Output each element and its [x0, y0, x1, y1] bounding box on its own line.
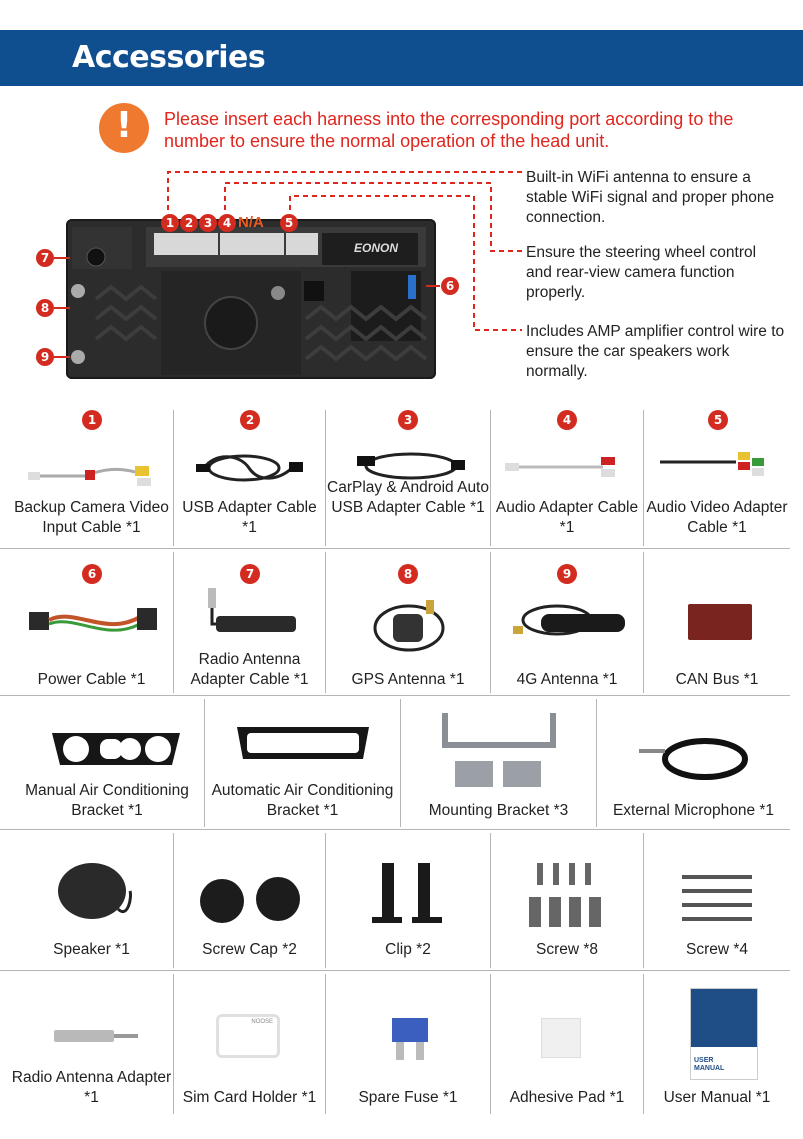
backup-camera-cable-image [25, 458, 165, 488]
item-label: User Manual *1 [663, 1089, 771, 1106]
item-label: USB Adapter Cable *1 [182, 499, 317, 536]
item-number-badge: 7 [240, 564, 260, 584]
sim-card-holder-image [216, 1014, 280, 1058]
row-divider [0, 829, 790, 830]
port-badge-2: 2 [180, 214, 198, 232]
item-label: Radio Antenna Adapter Cable *1 [190, 651, 309, 688]
item-label: CarPlay & Android Auto USB Adapter Cable *1 [327, 479, 489, 516]
item-number-badge: 2 [240, 410, 260, 430]
accessory-spare-fuse [326, 974, 490, 1114]
accessory-screw-4 [644, 833, 790, 968]
item-label: Screw *4 [685, 941, 749, 958]
item-number-badge: 8 [398, 564, 418, 584]
item-number-badge: 9 [557, 564, 577, 584]
item-label: Backup Camera Video Input Cable *1 [14, 499, 169, 536]
item-label: Speaker *1 [53, 941, 130, 958]
row-divider [0, 695, 790, 696]
accessory-carplay-usb-cable [326, 410, 490, 546]
accessory-adhesive-pad [491, 974, 643, 1114]
item-label: Manual Air Conditioning Bracket *1 [25, 782, 189, 819]
speaker-image [56, 861, 136, 925]
item-label: Screw Cap *2 [202, 941, 297, 958]
spare-fuse-image [388, 1014, 432, 1064]
port-badge-4: 4 [218, 214, 236, 232]
port-badge-5: 5 [280, 214, 298, 232]
item-label: Spare Fuse *1 [358, 1089, 458, 1106]
port-badge-1: 1 [161, 214, 179, 232]
gps-antenna-image [371, 596, 447, 652]
item-number-badge: 4 [557, 410, 577, 430]
manual-title: USER MANUAL [694, 1057, 725, 1072]
power-cable-image [25, 602, 165, 642]
accessory-av-cable [644, 410, 790, 546]
note-wifi: Built-in WiFi antenna to ensure a stable WiFi signal and proper phone connection. [526, 169, 775, 226]
av-cable-image [656, 448, 780, 482]
screw-cap-image [196, 875, 304, 925]
audio-cable-image [503, 455, 631, 479]
accessory-gps-antenna [326, 552, 490, 693]
item-number-badge: 5 [708, 410, 728, 430]
warning-icon: ! [99, 103, 149, 153]
carplay-cable-image [351, 448, 471, 482]
item-label: Adhesive Pad *1 [509, 1089, 625, 1106]
microphone-image [635, 735, 755, 785]
brand-logo: EONON [354, 241, 399, 255]
accessory-backup-camera-cable [10, 410, 173, 546]
radio-antenna-adapter-image [50, 1026, 140, 1046]
item-label: 4G Antenna *1 [516, 671, 618, 688]
note-amp: Includes AMP amplifier control wire to ensure the car speakers work normally. [526, 323, 785, 380]
accessory-auto-ac-bracket [205, 699, 400, 827]
row-divider [0, 970, 790, 971]
port-na-label: N/A [238, 214, 264, 231]
sim-holder-brand: NOOSE [251, 1019, 273, 1025]
auto-ac-bracket-image [233, 725, 373, 761]
warning-text: Please insert each harness into the corresponding port according to the number to ensure the normal operation of the head unit. [164, 109, 734, 151]
accessory-sim-card-holder [174, 974, 325, 1114]
accessory-audio-cable [491, 410, 643, 546]
port-badge-7: 7 [36, 249, 54, 267]
port-badge-3: 3 [199, 214, 217, 232]
item-number-badge: 1 [82, 410, 102, 430]
item-number-badge: 3 [398, 410, 418, 430]
can-bus-image [686, 600, 756, 644]
accessory-clip [326, 833, 490, 968]
row-divider [0, 548, 790, 549]
accessory-can-bus [644, 552, 790, 693]
accessory-radio-antenna-cable [174, 552, 325, 693]
item-label: Radio Antenna Adapter *1 [11, 1069, 172, 1106]
accessory-usb-cable [174, 410, 325, 546]
port-badge-9: 9 [36, 348, 54, 366]
note-steering: Ensure the steering wheel control and rear-view camera function properly. [526, 244, 757, 301]
accessory-speaker [10, 833, 173, 968]
radio-antenna-cable-image [196, 584, 308, 640]
item-label: Automatic Air Conditioning Bracket *1 [211, 782, 394, 819]
clip-image [370, 859, 444, 927]
item-label: GPS Antenna *1 [351, 671, 465, 688]
item-label: Audio Adapter Cable *1 [495, 499, 639, 536]
item-number-badge: 6 [82, 564, 102, 584]
accessory-radio-antenna-adapter [10, 974, 173, 1114]
adhesive-pad-image [541, 1018, 581, 1058]
item-label: Audio Video Adapter Cable *1 [646, 499, 788, 536]
item-label: Screw *8 [535, 941, 599, 958]
item-label: Clip *2 [385, 941, 431, 958]
accessory-mounting-bracket [401, 699, 596, 827]
port-badge-8: 8 [36, 299, 54, 317]
screw-4-image [678, 871, 758, 931]
port-badge-6: 6 [441, 277, 459, 295]
usb-cable-image [194, 448, 304, 484]
accessory-4g-antenna [491, 552, 643, 693]
page-title: Accessories [72, 40, 266, 75]
item-label: Sim Card Holder *1 [182, 1089, 317, 1106]
accessory-power-cable [10, 552, 173, 693]
accessory-screw-cap [174, 833, 325, 968]
item-label: CAN Bus *1 [675, 671, 759, 688]
item-label: Power Cable *1 [37, 671, 146, 688]
accessory-user-manual [644, 974, 790, 1114]
item-label: Mounting Bracket *3 [428, 802, 569, 819]
accessory-external-microphone [597, 699, 790, 827]
item-label: External Microphone *1 [612, 802, 775, 819]
screw-8-image [523, 859, 613, 931]
manual-ac-bracket-image [48, 731, 184, 767]
accessory-manual-ac-bracket [10, 699, 204, 827]
4g-antenna-image [509, 598, 627, 640]
mounting-bracket-image [441, 709, 559, 791]
accessory-screw-8 [491, 833, 643, 968]
user-manual-image [690, 988, 758, 1080]
